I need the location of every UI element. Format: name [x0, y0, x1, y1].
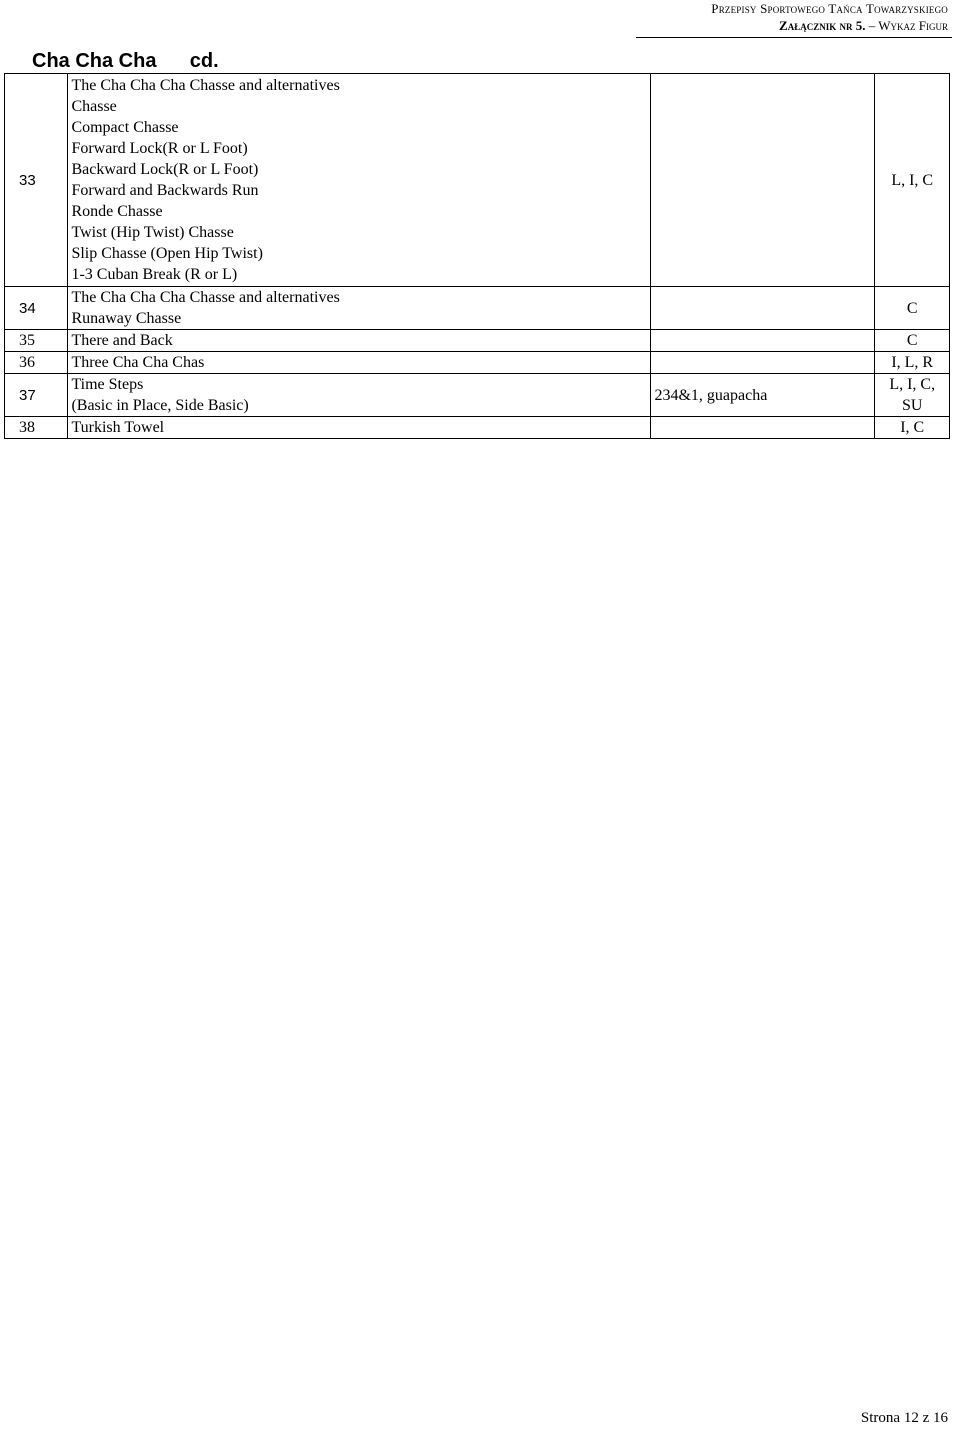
table-row — [5, 352, 950, 374]
row-number: 38 — [5, 417, 68, 439]
table-row — [5, 74, 950, 287]
figure-name-cell — [68, 287, 651, 330]
figure-line: Backward Lock(R or L Foot) — [71, 161, 259, 178]
figure-line: 1-3 Cuban Break (R or L) — [71, 266, 238, 283]
notes-cell: 234&1, guapacha — [651, 374, 875, 417]
table-row — [5, 287, 950, 330]
header-annex: Załącznik nr 5. — [779, 18, 866, 33]
page-number: Strona 12 z 16 — [860, 1410, 948, 1426]
figure-line: Three Cha Cha Chas — [71, 354, 205, 371]
notes-cell — [651, 417, 875, 439]
header-title: Przepisy Sportowego Tańca Towarzyskiego — [711, 1, 948, 16]
level-cell: C — [875, 330, 950, 352]
notes-cell — [651, 352, 875, 374]
notes-cell — [651, 330, 875, 352]
level-cell: I, C — [875, 417, 950, 439]
page-header — [711, 0, 948, 34]
figure-line: Slip Chasse (Open Hip Twist) — [71, 245, 263, 262]
figure-name-cell — [68, 74, 651, 287]
notes-cell — [651, 287, 875, 330]
notes-cell — [651, 74, 875, 287]
row-number: 37 — [5, 374, 68, 417]
figure-line: Twist (Hip Twist) Chasse — [71, 224, 234, 241]
table-row — [5, 417, 950, 439]
level-cell: C — [875, 287, 950, 330]
figure-line: The Cha Cha Cha Chasse and alternatives — [71, 77, 340, 94]
level-cell: I, L, R — [875, 352, 950, 374]
table-row — [5, 330, 950, 352]
figure-line: (Basic in Place, Side Basic) — [71, 397, 249, 414]
figure-name-cell — [68, 417, 651, 439]
section-title: Cha Cha Cha cd. — [32, 50, 219, 72]
level-line: SU — [901, 397, 923, 414]
figure-name-cell — [68, 330, 651, 352]
header-annex-title: Wykaz Figur — [878, 18, 948, 33]
figure-line: The Cha Cha Cha Chasse and alternatives — [71, 289, 340, 306]
level-cell: L, I, C — [875, 74, 950, 287]
row-number: 36 — [5, 352, 68, 374]
figure-line: Runaway Chasse — [71, 310, 182, 327]
figure-line: Chasse — [71, 98, 117, 115]
header-subtitle — [711, 17, 948, 34]
table-row — [5, 374, 950, 417]
figure-line: Compact Chasse — [71, 119, 179, 136]
figure-line: Ronde Chasse — [71, 203, 163, 220]
figure-line: Time Steps — [71, 376, 144, 393]
figure-line: There and Back — [71, 332, 173, 349]
figure-name-cell — [68, 352, 651, 374]
header-rule — [636, 37, 952, 38]
figure-line: Forward Lock(R or L Foot) — [71, 140, 248, 157]
figure-line: Turkish Towel — [71, 419, 165, 436]
row-number: 34 — [5, 287, 68, 330]
figure-line: Forward and Backwards Run — [71, 182, 259, 199]
figures-table — [4, 73, 950, 439]
level-cell — [875, 374, 950, 417]
row-number: 33 — [5, 74, 68, 287]
row-number: 35 — [5, 330, 68, 352]
header-dash: – — [865, 18, 879, 33]
figure-name-cell — [68, 374, 651, 417]
level-line: L, I, C, — [889, 376, 936, 393]
